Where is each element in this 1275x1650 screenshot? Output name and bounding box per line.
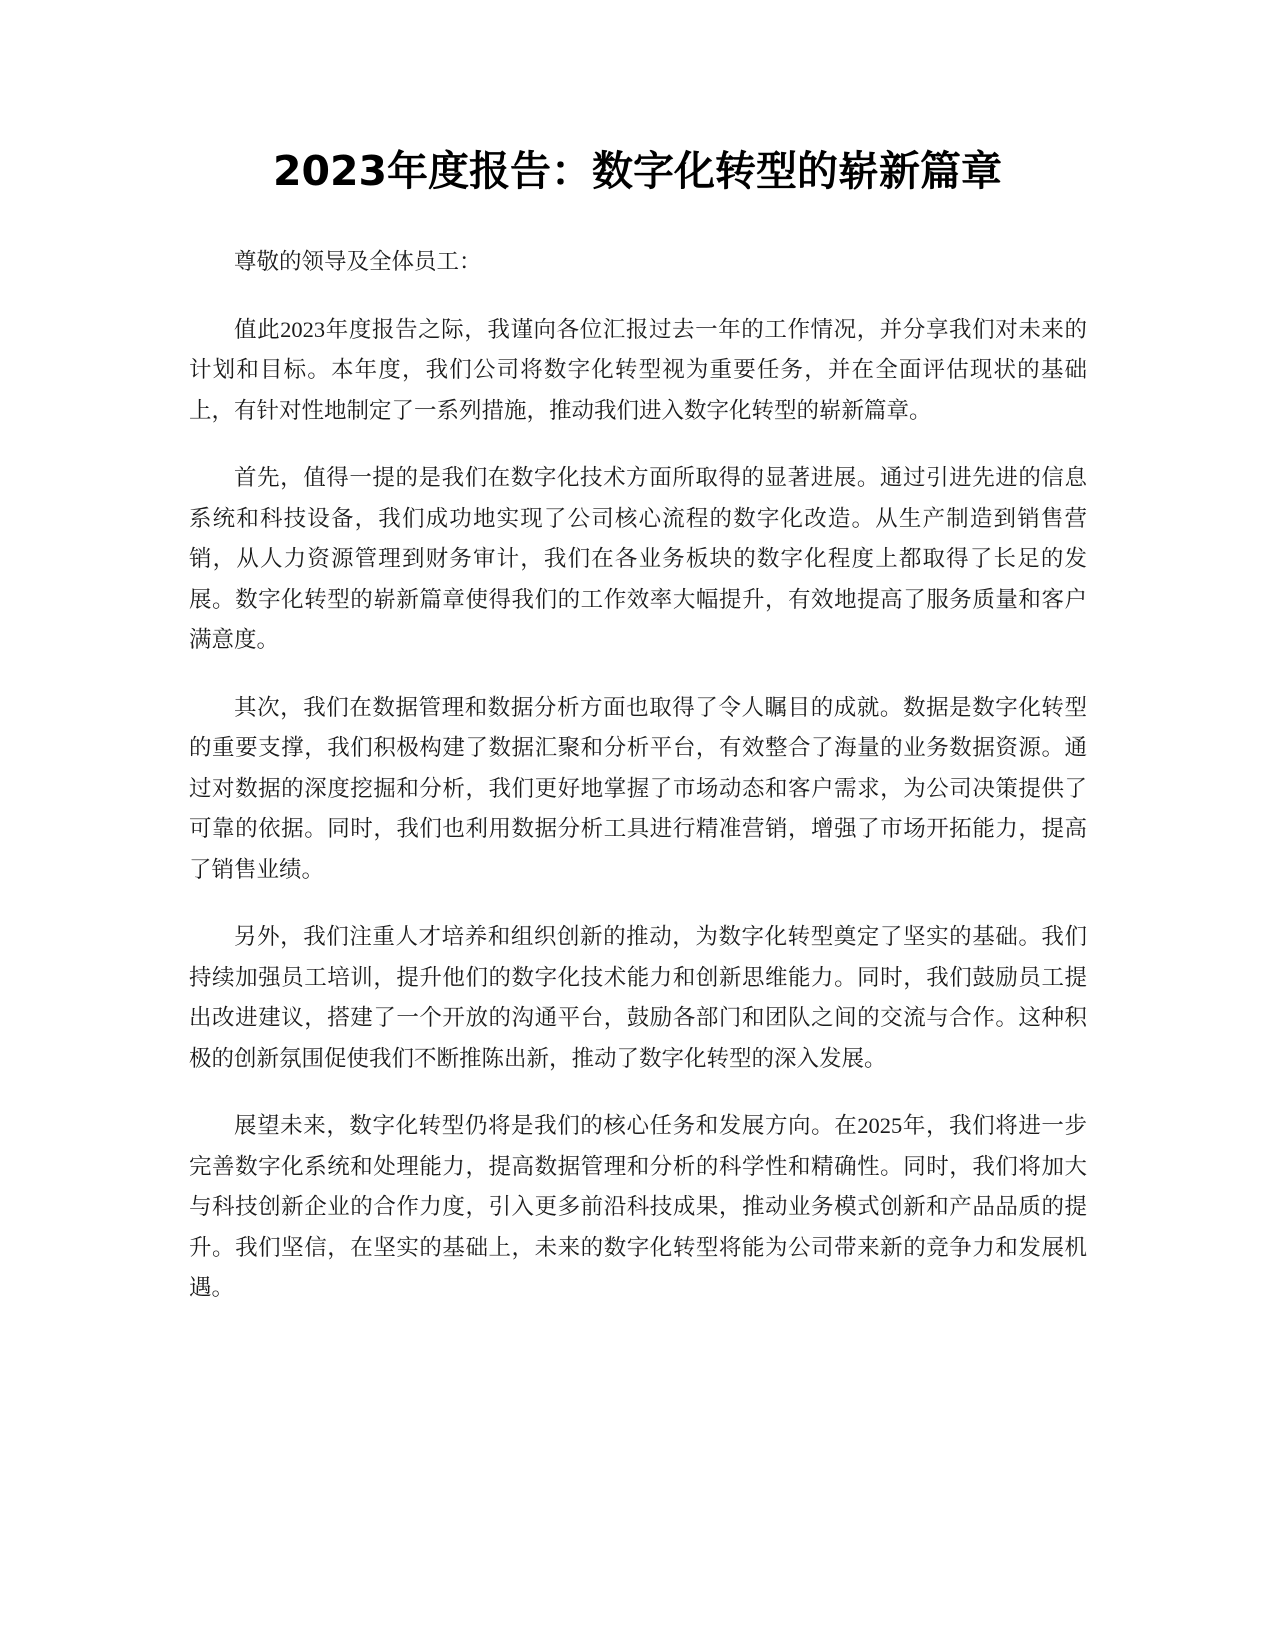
salutation: 尊敬的领导及全体员工：	[234, 249, 482, 274]
paragraph-4: 另外，我们注重人才培养和组织创新的推动，为数字化转型奠定了坚实的基础。我们持续加强员工培训，提升他们的数字化技术能力和创新思维能力。同时，我们鼓励员工提出改进建议，搭建了一个开放的沟通平台，鼓励各部门和团队之间的交流与合作。这种积极的创新氛围促使我们不断推陈出新，推动了数字化转型的深入发展。	[189, 924, 1087, 1071]
document-body	[189, 242, 1087, 1336]
document-title: 2023年度报告：数字化转型的崭新篇章	[272, 147, 1003, 195]
paragraph-2: 首先，值得一提的是我们在数字化技术方面所取得的显著进展。通过引进先进的信息系统和科技设备，我们成功地实现了公司核心流程的数字化改造。从生产制造到销售营销，从人力资源管理到财务审计，我们在各业务板块的数字化程度上都取得了长足的发展。数字化转型的崭新篇章使得我们的工作效率大幅提升，有效地提高了服务质量和客户满意度。	[189, 465, 1087, 652]
paragraph-5: 展望未来，数字化转型仍将是我们的核心任务和发展方向。在2025年，我们将进一步完善数字化系统和处理能力，提高数据管理和分析的科学性和精确性。同时，我们将加大与科技创新企业的合作力度，引入更多前沿科技成果，推动业务模式创新和产品品质的提升。我们坚信，在坚实的基础上，未来的数字化转型将能为公司带来新的竞争力和发展机遇。	[189, 1113, 1087, 1300]
paragraph-3: 其次，我们在数据管理和数据分析方面也取得了令人瞩目的成就。数据是数字化转型的重要支撑，我们积极构建了数据汇聚和分析平台，有效整合了海量的业务数据资源。通过对数据的深度挖掘和分析，我们更好地掌握了市场动态和客户需求，为公司决策提供了可靠的依据。同时，我们也利用数据分析工具进行精准营销，增强了市场开拓能力，提高了销售业绩。	[189, 694, 1087, 882]
paragraph-1: 值此2023年度报告之际，我谨向各位汇报过去一年的工作情况，并分享我们对未来的计划和目标。本年度，我们公司将数字化转型视为重要任务，并在全面评估现状的基础上，有针对性地制定了一系列措施，推动我们进入数字化转型的崭新篇章。	[189, 316, 1087, 423]
